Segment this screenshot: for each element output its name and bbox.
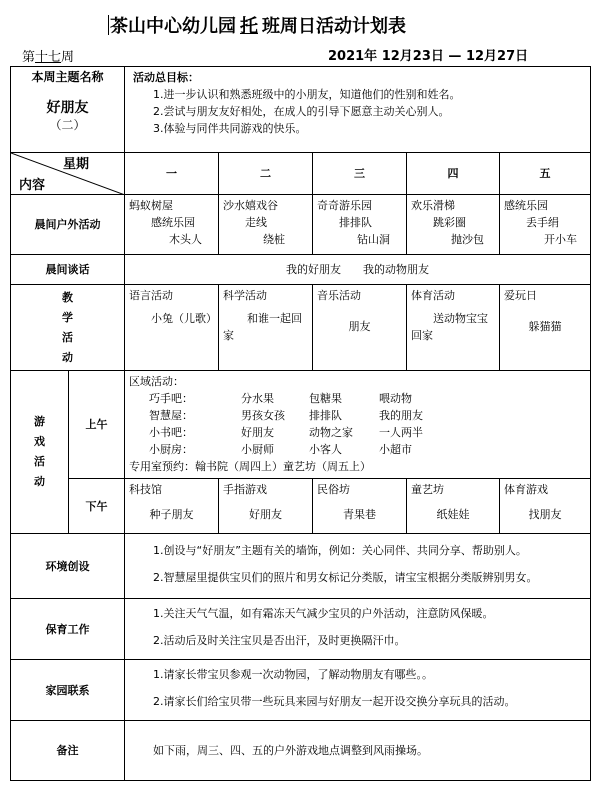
week-suffix: 周 xyxy=(61,50,75,65)
region-name: 智慧屋： xyxy=(149,409,194,422)
title-class: 托 xyxy=(240,16,258,37)
home-content xyxy=(125,660,591,721)
region-activity: 男孩女孩 xyxy=(241,409,286,422)
page-title xyxy=(108,12,406,38)
region-activity: 喂动物 xyxy=(379,392,413,405)
afternoon-content: 好朋友 xyxy=(249,508,283,521)
weekday-label: 星期 xyxy=(63,157,90,172)
day-header-fri: 五 xyxy=(500,153,591,195)
teaching-content: 送动物宝宝回家 xyxy=(411,312,489,342)
afternoon-category: 体育游戏 xyxy=(504,483,549,496)
region-activity: 小厨师 xyxy=(241,443,275,456)
morning-outdoor-tue xyxy=(219,195,313,255)
teaching-label xyxy=(11,285,125,371)
games-afternoon-row xyxy=(11,479,591,534)
outdoor-item: 欢乐滑梯 xyxy=(411,199,456,212)
region-row xyxy=(129,407,586,424)
outdoor-item: 蚂蚁树屋 xyxy=(129,199,174,212)
afternoon-thu xyxy=(407,479,500,534)
games-morning-row xyxy=(11,371,591,479)
environment-row xyxy=(11,534,591,599)
home-item: 2.请家长们给宝贝带一些玩具来园与好朋友一起开设交换分享玩具的活动。 xyxy=(153,695,516,708)
region-row xyxy=(129,424,586,441)
afternoon-label: 下午 xyxy=(69,479,125,534)
teaching-content: 躲猫猫 xyxy=(528,320,562,333)
teaching-thu xyxy=(407,285,500,371)
title-suffix: 班周日活动计划表 xyxy=(262,16,406,37)
morning-talk-content: 我的好朋友 我的动物朋友 xyxy=(125,255,591,285)
morning-outdoor-label: 晨间户外活动 xyxy=(11,195,125,255)
regions-cell xyxy=(125,371,591,479)
afternoon-category: 童艺坊 xyxy=(411,483,445,496)
afternoon-content: 青果巷 xyxy=(343,508,377,521)
teaching-category: 语言活动 xyxy=(129,289,174,302)
theme-name: 好朋友 xyxy=(46,100,89,116)
theme-row xyxy=(11,67,591,153)
care-label: 保育工作 xyxy=(11,599,125,660)
theme-cell xyxy=(11,67,125,153)
region-row xyxy=(129,441,586,458)
morning-outdoor-fri xyxy=(500,195,591,255)
goals-cell xyxy=(125,67,591,153)
games-label-char: 游 xyxy=(34,415,45,428)
morning-outdoor-row xyxy=(11,195,591,255)
region-activity: 包糖果 xyxy=(309,392,343,405)
teaching-mon xyxy=(125,285,219,371)
day-header-tue: 二 xyxy=(219,153,313,195)
teaching-category: 爱玩日 xyxy=(504,289,538,302)
afternoon-mon xyxy=(125,479,219,534)
environment-item: 2.智慧屋里提供宝贝们的照片和男女标记分类版，请宝宝根据分类版辨别男女。 xyxy=(153,571,538,584)
teaching-label-char: 学 xyxy=(62,310,73,324)
region-activity: 动物之家 xyxy=(309,426,354,439)
afternoon-content: 纸娃娃 xyxy=(436,508,470,521)
care-content xyxy=(125,599,591,660)
games-label-char: 戏 xyxy=(34,435,45,448)
week-number: 十七 xyxy=(35,50,62,65)
games-label-char: 动 xyxy=(34,475,45,488)
remarks-row xyxy=(11,721,591,781)
content-label: 内容 xyxy=(19,178,46,193)
afternoon-fri xyxy=(500,479,591,534)
morning-outdoor-thu xyxy=(407,195,500,255)
outdoor-item: 抛沙包 xyxy=(451,233,485,246)
outdoor-item: 奇奇游乐园 xyxy=(317,199,373,212)
teaching-category: 音乐活动 xyxy=(317,289,362,302)
regions-title: 区域活动： xyxy=(129,375,185,388)
remarks-label: 备注 xyxy=(11,721,125,781)
goal-item: 2.尝试与朋友友好相处，在成人的引导下愿意主动关心别人。 xyxy=(153,105,450,118)
teaching-category: 科学活动 xyxy=(223,289,268,302)
teaching-category: 体育活动 xyxy=(411,289,456,302)
teaching-row xyxy=(11,285,591,371)
environment-item: 1.创设与“好朋友”主题有关的墙饰，例如：关心同伴、共同分享、帮助别人。 xyxy=(153,544,527,557)
teaching-content: 小兔（儿歌） xyxy=(151,312,218,325)
morning-talk-row xyxy=(11,255,591,285)
outdoor-item: 沙水嬉戏谷 xyxy=(223,199,279,212)
afternoon-content: 找朋友 xyxy=(528,508,562,521)
day-header-row xyxy=(11,153,591,195)
theme-part: （二） xyxy=(49,118,86,132)
morning-outdoor-mon xyxy=(125,195,219,255)
teaching-tue xyxy=(219,285,313,371)
outdoor-item: 感统乐园 xyxy=(504,199,549,212)
outdoor-item: 绕桩 xyxy=(263,233,286,246)
region-activity: 好朋友 xyxy=(241,426,275,439)
goal-item: 3.体验与同伴共同游戏的快乐。 xyxy=(153,122,307,135)
morning-outdoor-wed xyxy=(313,195,407,255)
region-activity: 分水果 xyxy=(241,392,275,405)
teaching-label-char: 活 xyxy=(62,330,73,344)
region-name: 巧手吧： xyxy=(149,392,194,405)
region-activity: 我的朋友 xyxy=(379,409,424,422)
region-name: 小书吧： xyxy=(149,426,194,439)
morning-label: 上午 xyxy=(69,371,125,479)
care-item: 2.活动后及时关注宝贝是否出汗，及时更换隔汗巾。 xyxy=(153,634,406,647)
teaching-content: 朋友 xyxy=(348,320,371,333)
title-prefix: 茶山中心幼儿园 xyxy=(110,16,236,37)
teaching-label-char: 动 xyxy=(62,350,73,364)
outdoor-item: 排排队 xyxy=(339,216,373,229)
region-name: 小厨房： xyxy=(149,443,194,456)
region-activity: 小超市 xyxy=(379,443,413,456)
remarks-text: 如下雨，周三、四、五的户外游戏地点调整到风雨操场。 xyxy=(153,744,429,757)
remarks-content xyxy=(125,721,591,781)
afternoon-content: 种子朋友 xyxy=(149,508,194,521)
region-activity: 一人两半 xyxy=(379,426,424,439)
environment-label: 环境创设 xyxy=(11,534,125,599)
day-header-thu: 四 xyxy=(407,153,500,195)
date-range: 2021年 12月23日 — 12月27日 xyxy=(328,49,529,64)
teaching-fri xyxy=(500,285,591,371)
outdoor-item: 开小车 xyxy=(544,233,578,246)
outdoor-item: 感统乐园 xyxy=(151,216,196,229)
week-label xyxy=(22,46,74,65)
care-item: 1.关注天气气温，如有霜冻天气减少宝贝的户外活动，注意防风保暖。 xyxy=(153,607,494,620)
afternoon-category: 手指游戏 xyxy=(223,483,268,496)
special-room: 专用室预约：翰书院（周四上）童艺坊（周五上） xyxy=(129,460,372,473)
afternoon-category: 民俗坊 xyxy=(317,483,351,496)
goal-item: 1.进一步认识和熟悉班级中的小朋友，知道他们的性别和姓名。 xyxy=(153,88,461,101)
games-label xyxy=(11,371,69,534)
care-row xyxy=(11,599,591,660)
goals-label: 活动总目标： xyxy=(133,71,200,84)
home-item: 1.请家长带宝贝参观一次动物园，了解动物朋友有哪些。。 xyxy=(153,668,434,681)
outdoor-item: 走线 xyxy=(245,216,268,229)
region-activity: 小客人 xyxy=(309,443,343,456)
home-row xyxy=(11,660,591,721)
environment-content xyxy=(125,534,591,599)
outdoor-item: 钻山洞 xyxy=(357,233,391,246)
home-label: 家园联系 xyxy=(11,660,125,721)
outdoor-item: 木头人 xyxy=(169,233,203,246)
theme-label: 本周主题名称 xyxy=(31,70,104,84)
teaching-wed xyxy=(313,285,407,371)
afternoon-category: 科技馆 xyxy=(129,483,163,496)
teaching-content: 和谁一起回家 xyxy=(223,312,303,342)
outdoor-item: 跳彩圈 xyxy=(433,216,467,229)
region-row xyxy=(129,390,586,407)
region-activity: 排排队 xyxy=(309,409,343,422)
games-label-char: 活 xyxy=(34,455,45,468)
day-header-mon: 一 xyxy=(125,153,219,195)
outdoor-item: 丢手绢 xyxy=(526,216,560,229)
day-header-wed: 三 xyxy=(313,153,407,195)
text-cursor xyxy=(108,15,109,35)
afternoon-tue xyxy=(219,479,313,534)
teaching-label-char: 教 xyxy=(62,290,73,304)
morning-talk-label: 晨间谈话 xyxy=(11,255,125,285)
afternoon-wed xyxy=(313,479,407,534)
plan-table xyxy=(10,66,591,781)
diagonal-header-cell xyxy=(11,153,125,195)
week-prefix: 第 xyxy=(22,50,36,65)
